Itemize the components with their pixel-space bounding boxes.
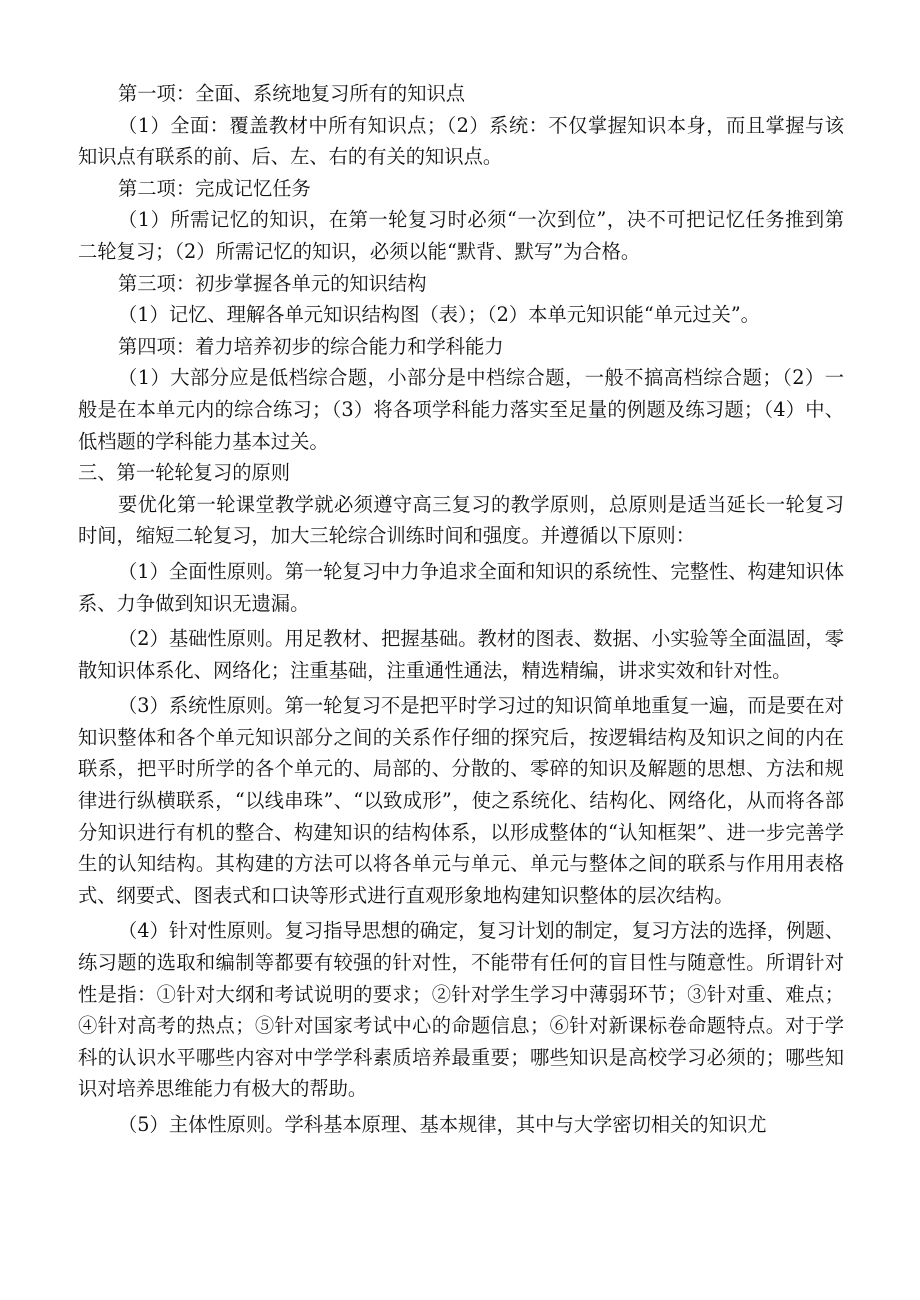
item-3-heading: 第三项：初步掌握各单元的知识结构 bbox=[118, 271, 427, 295]
principle-2: （2）基础性原则。用足教材、把握基础。教材的图表、数据、小实验等全面温固，零散知识体系化、网络化；注重基础，注重通性通法，精选精编，讲求实效和针对性。 bbox=[78, 627, 844, 682]
principle-3: （3）系统性原则。第一轮复习不是把平时学习过的知识简单地重复一遍，而是要在对知识整体和各个单元知识部分之间的关系作仔细的探究后，按逻辑结构及知识之间的内在联系，把平时所学的各个单元的、局部的、分散的、零碎的知识及解题的思想、方法和规律进行纵横联系，“以线串珠”、“以致成形”，使之系统化、结构化、网络化，从而将各部分知识进行有机的整合、构建知识的结构体系，以形成整体的“认知框架”、进一步完善学生的认知结构。其构建的方法可以将各单元与单元、单元与整体之间的联系与作用用表格式、纲要式、图表式和口诀等形式进行直观形象地构建知识整体的层次结构。 bbox=[78, 694, 844, 907]
section-intro: 要优化第一轮课堂教学就必须遵守高三复习的教学原则，总原则是适当延长一轮复习时间，缩短二轮复习，加大三轮综合训练时间和强度。并遵循以下原则： bbox=[78, 492, 844, 548]
item-4-body: （1）大部分应是低档综合题，小部分是中档综合题，一般不搞高档综合题；（2）一般是在本单元内的综合练习；（3）将各项学科能力落实至足量的例题及练习题；（4）中、低档题的学科能力基本过关。 bbox=[78, 366, 844, 453]
item-1-heading: 第一项：全面、系统地复习所有的知识点 bbox=[118, 82, 466, 105]
item-3-body: （1）记忆、理解各单元知识结构图（表）；（2）本单元知识能“单元过关”。 bbox=[118, 303, 760, 327]
document-page bbox=[78, 78, 844, 1141]
section-heading: 三、第一轮轮复习的原则 bbox=[78, 461, 291, 485]
principle-1: （1）全面性原则。第一轮复习中力争追求全面和知识的系统性、完整性、构建知识体系、力争做到知识无遗漏。 bbox=[78, 559, 844, 615]
item-4-heading: 第四项：着力培养初步的综合能力和学科能力 bbox=[118, 334, 504, 358]
principle-4: （4）针对性原则。复习指导思想的确定，复习计划的制定，复习方法的选择，例题、练习题的选取和编制等都要有较强的针对性，不能带有任何的盲目性与随意性。所谓针对性是指：①针对大纲和考试说明的要求；②针对学生学习中薄弱环节；③针对重、难点；④针对高考的热点；⑤针对国家考试中心的命题信息；⑥针对新课标卷命题特点。对于学科的认识水平哪些内容对中学学科素质培养最重要；哪些知识是高校学习必须的；哪些知识对培养思维能力有极大的帮助。 bbox=[78, 919, 844, 1101]
principle-5: （5）主体性原则。学科基本原理、基本规律，其中与大学密切相关的知识尤 bbox=[118, 1113, 767, 1136]
item-2-body: （1）所需记忆的知识，在第一轮复习时必须“一次到位”，决不可把记忆任务推到第二轮复习；（2）所需记忆的知识，必须以能“默背、默写”为合格。 bbox=[78, 208, 844, 263]
item-1-body: （1）全面：覆盖教材中所有知识点；（2）系统：不仅掌握知识本身，而且掌握与该知识点有联系的前、后、左、右的有关的知识点。 bbox=[78, 113, 844, 169]
item-2-heading: 第二项：完成记忆任务 bbox=[118, 176, 311, 200]
